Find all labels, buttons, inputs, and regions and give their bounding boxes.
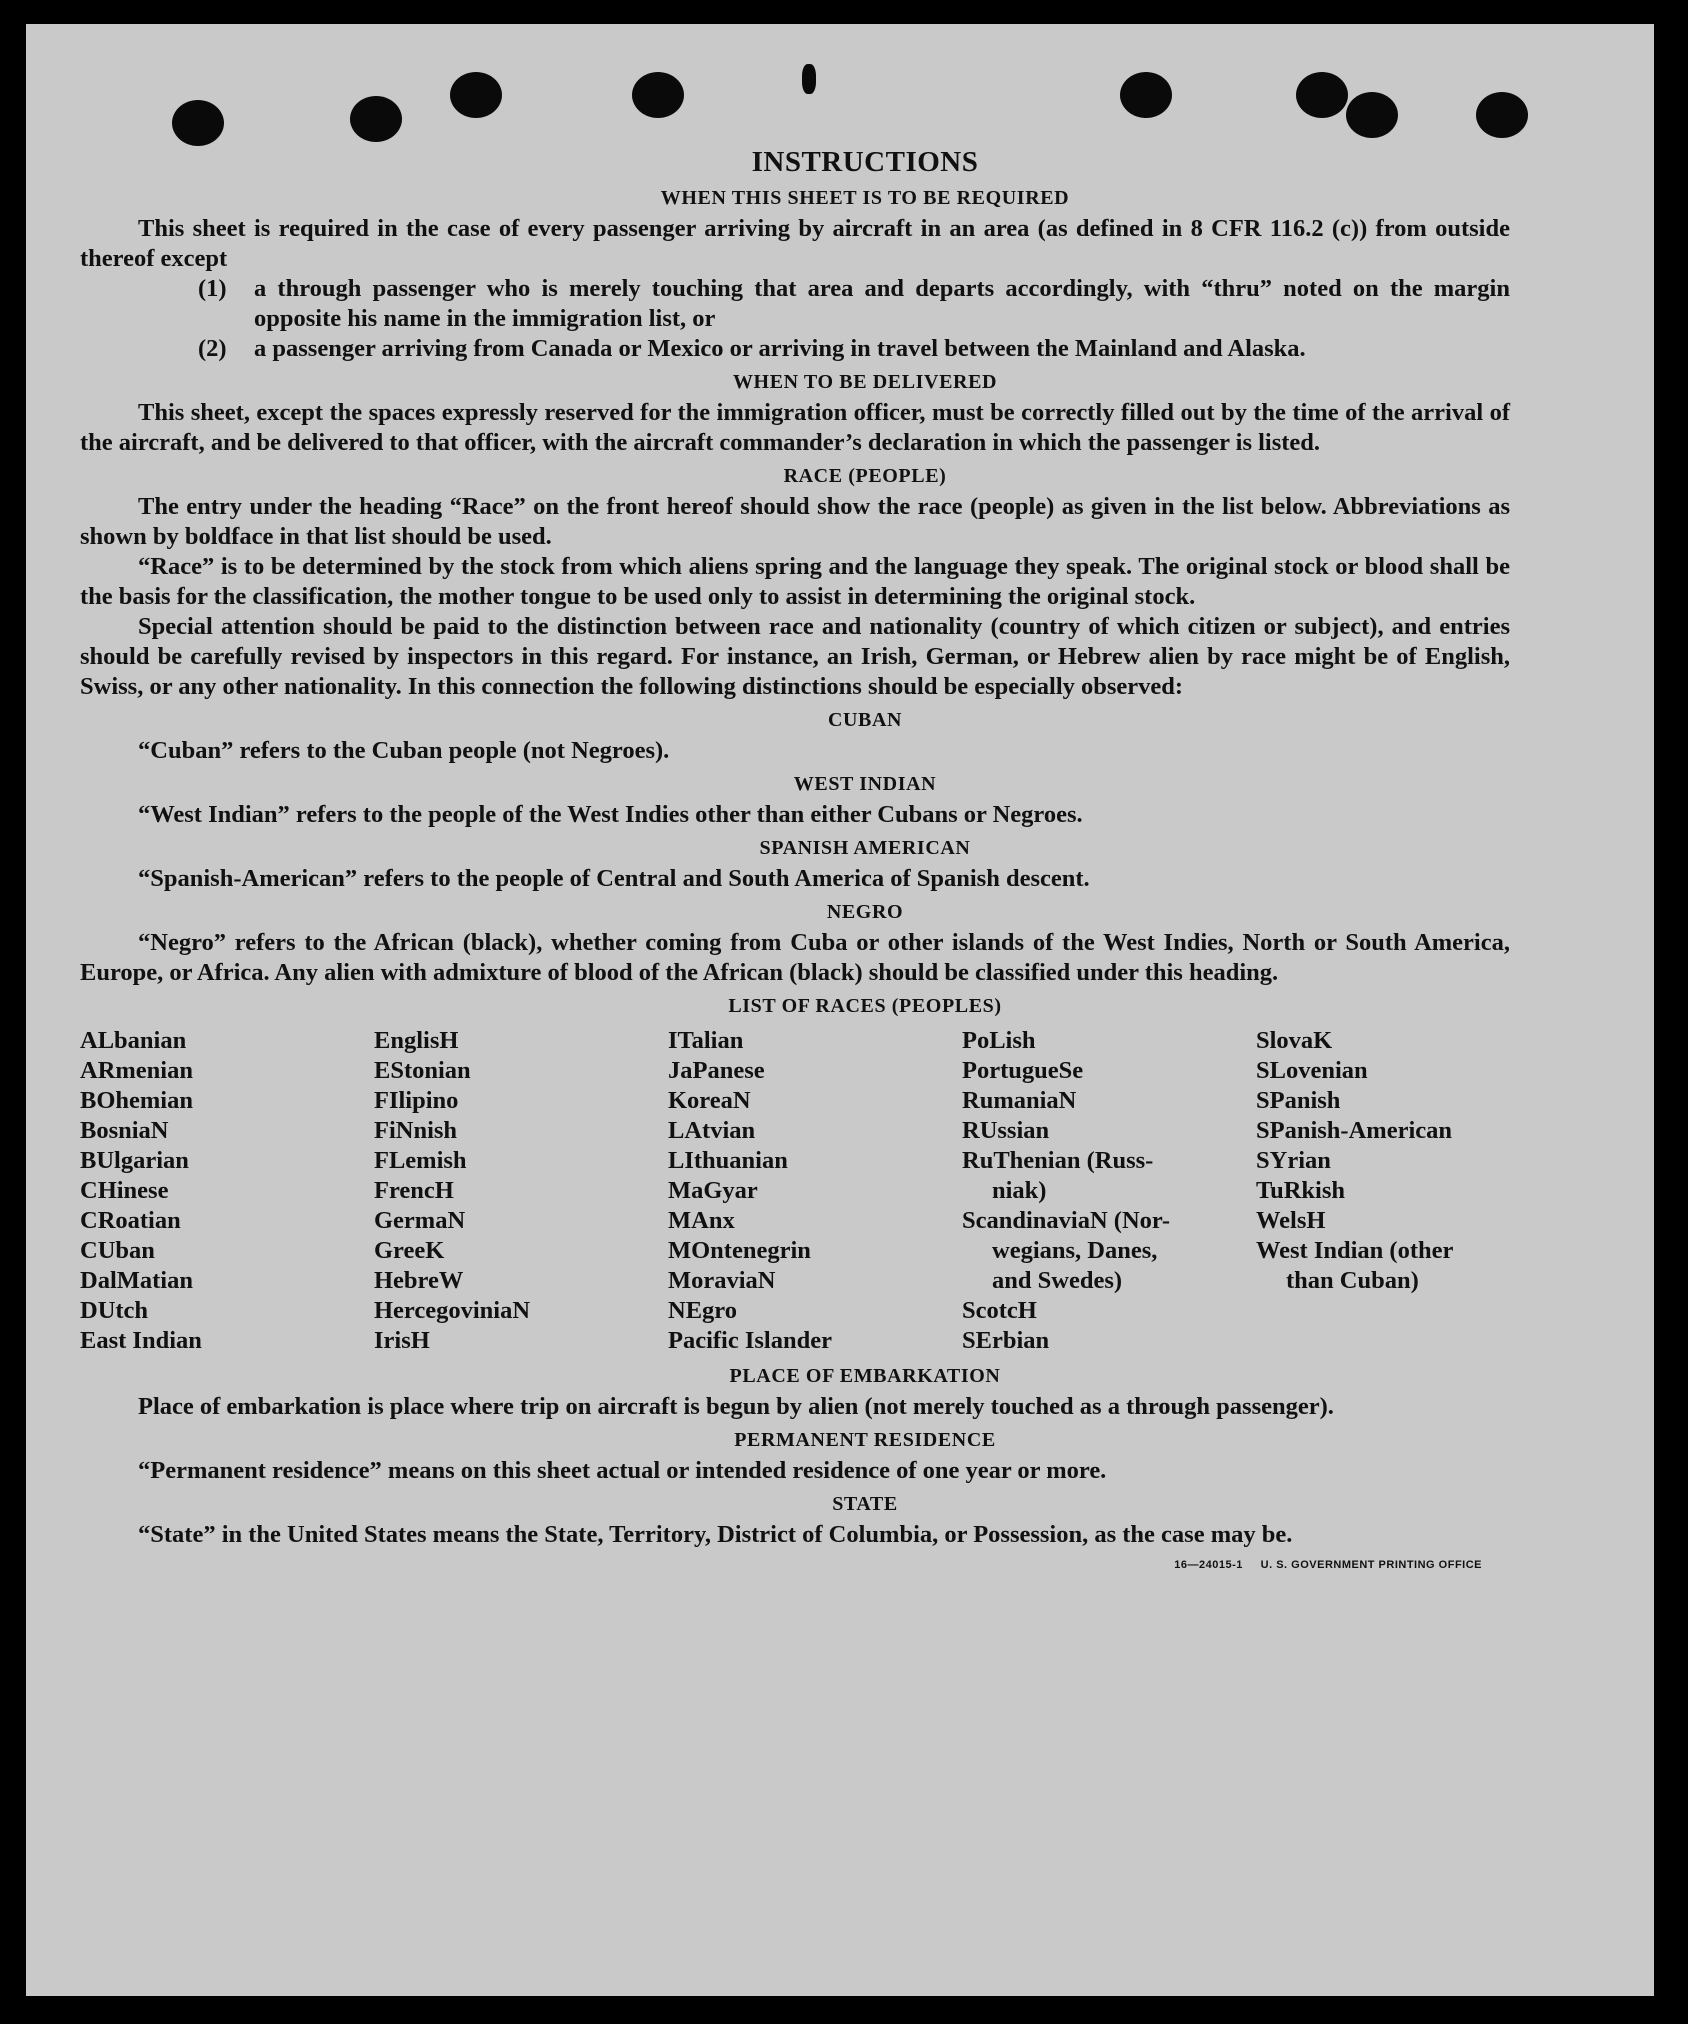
- race-item: CUban: [80, 1237, 155, 1264]
- race-column: [374, 1026, 668, 1356]
- race-item-continuation: wegians, Danes,: [992, 1237, 1158, 1264]
- race-item: MaGyar: [668, 1177, 758, 1204]
- race-column: [1256, 1026, 1516, 1356]
- race-item: MOntenegrin: [668, 1237, 811, 1264]
- race-item: KoreaN: [668, 1087, 751, 1114]
- exception-item: [198, 334, 1510, 364]
- when-required-intro: This sheet is required in the case of every passenger arriving by aircraft in an area (as defined in 8 CFR 116.2 (c)) from outside thereof except: [80, 215, 1510, 272]
- page-title: INSTRUCTIONS: [751, 146, 979, 178]
- document-sheet: [26, 24, 1654, 1996]
- race-paragraph: “Race” is to be determined by the stock from which aliens spring and the language they speak. The original stock or blood shall be the basis for the classification, the mother tongue to be used only to assist in determining the original stock.: [80, 553, 1510, 610]
- heading-state: STATE: [832, 1493, 898, 1515]
- punch-hole: [802, 64, 816, 94]
- race-item: BUlgarian: [80, 1147, 189, 1174]
- race-item: SLovenian: [1256, 1057, 1368, 1084]
- race-item: LIthuanian: [668, 1147, 788, 1174]
- punch-hole: [632, 72, 684, 118]
- when-delivered-text: This sheet, except the spaces expressly reserved for the immigration officer, must be correctly filled out by the time of the arrival of the aircraft, and be delivered to that officer, with the aircraft commander’s declaration in which the passenger is listed.: [80, 399, 1510, 456]
- race-item: HebreW: [374, 1267, 464, 1294]
- heading-permanent-residence: PERMANENT RESIDENCE: [734, 1429, 996, 1451]
- race-item: SYrian: [1256, 1147, 1331, 1174]
- race-item: HercegoviniaN: [374, 1297, 531, 1324]
- race-item: TuRkish: [1256, 1177, 1346, 1204]
- state-text: “State” in the United States means the State, Territory, District of Columbia, or Possession, as the case may be.: [138, 1521, 1293, 1548]
- race-item: CRoatian: [80, 1207, 181, 1234]
- race-item: PoLish: [962, 1027, 1036, 1054]
- race-item: PortugueSe: [962, 1057, 1084, 1084]
- race-item: SPanish: [1256, 1087, 1341, 1114]
- race-item-continuation: niak): [992, 1177, 1047, 1204]
- race-item: FrencH: [374, 1177, 454, 1204]
- heading-race: RACE (PEOPLE): [783, 465, 947, 487]
- race-item: EnglisH: [374, 1027, 459, 1054]
- race-item: FLemish: [374, 1147, 467, 1174]
- race-column: [962, 1026, 1256, 1356]
- race-item: MAnx: [668, 1207, 735, 1234]
- punch-hole: [172, 100, 224, 146]
- race-item: SPanish-American: [1256, 1117, 1452, 1144]
- exception-text: a through passenger who is merely touching that area and departs accordingly, with “thru” noted on the margin opposite his name in the immigration list, or: [254, 275, 1510, 332]
- race-item: GreeK: [374, 1237, 445, 1264]
- footer: [80, 1550, 1510, 1580]
- heading-when-required: WHEN THIS SHEET IS TO BE REQUIRED: [660, 187, 1070, 209]
- race-item: ITalian: [668, 1027, 744, 1054]
- heading-when-delivered: WHEN TO BE DELIVERED: [732, 371, 998, 393]
- race-column: [668, 1026, 962, 1356]
- race-paragraph: Special attention should be paid to the distinction between race and nationality (country of which citizen or subject), and entries should be carefully revised by inspectors in this regard. For instance, an Irish, German, or Hebrew alien by race might be of English, Swiss, or any other nationality. In this connection the following distinctions should be especially observed:: [80, 613, 1510, 700]
- punch-hole: [350, 96, 402, 142]
- race-item: LAtvian: [668, 1117, 756, 1144]
- race-item: DUtch: [80, 1297, 149, 1324]
- race-item: RuThenian (Russ-: [962, 1147, 1154, 1174]
- cuban-text: “Cuban” refers to the Cuban people (not Negroes).: [138, 737, 670, 764]
- permanent-residence-text: “Permanent residence” means on this sheet actual or intended residence of one year or more.: [138, 1457, 1107, 1484]
- race-item: DalMatian: [80, 1267, 193, 1294]
- race-item: CHinese: [80, 1177, 169, 1204]
- exception-number: (1): [198, 275, 227, 302]
- race-item: EStonian: [374, 1057, 471, 1084]
- punch-hole: [1120, 72, 1172, 118]
- race-item: ARmenian: [80, 1057, 193, 1084]
- printer-imprint: [1174, 1550, 1482, 1580]
- heading-spanish-american: SPANISH AMERICAN: [759, 837, 971, 859]
- race-item: IrisH: [374, 1327, 430, 1354]
- instructions-content: [80, 144, 1510, 1580]
- race-item: ScandinaviaN (Nor-: [962, 1207, 1171, 1234]
- spanish-american-text: “Spanish-American” refers to the people of Central and South America of Spanish descent.: [138, 865, 1090, 892]
- embarkation-text: Place of embarkation is place where trip on aircraft is begun by alien (not merely touched as a through passenger).: [138, 1393, 1334, 1420]
- heading-cuban: CUBAN: [827, 709, 903, 731]
- exception-text: a passenger arriving from Canada or Mexico or arriving in travel between the Mainland and Alaska.: [254, 335, 1306, 362]
- race-item: SlovaK: [1256, 1027, 1333, 1054]
- race-item: NEgro: [668, 1297, 737, 1324]
- heading-west-indian: WEST INDIAN: [793, 773, 937, 795]
- race-item-continuation: and Swedes): [992, 1267, 1123, 1294]
- punch-hole: [1296, 72, 1348, 118]
- race-item: BosniaN: [80, 1117, 169, 1144]
- race-item: FiNnish: [374, 1117, 458, 1144]
- race-item: ALbanian: [80, 1027, 187, 1054]
- exception-item: [198, 274, 1510, 334]
- race-item: BOhemian: [80, 1087, 193, 1114]
- race-item: RumaniaN: [962, 1087, 1077, 1114]
- punch-hole: [1346, 92, 1398, 138]
- race-list: [80, 1026, 1510, 1356]
- race-item: JaPanese: [668, 1057, 765, 1084]
- heading-embarkation: PLACE OF EMBARKATION: [729, 1365, 1001, 1387]
- punch-hole: [450, 72, 502, 118]
- printer-name: U. S. GOVERNMENT PRINTING OFFICE: [1260, 1559, 1482, 1571]
- race-item: West Indian (other: [1256, 1237, 1454, 1264]
- race-item-continuation: than Cuban): [1286, 1267, 1419, 1294]
- race-item: ScotcH: [962, 1297, 1037, 1324]
- race-column: [80, 1026, 374, 1356]
- negro-text: “Negro” refers to the African (black), whether coming from Cuba or other islands of the West Indies, North or South America, Europe, or Africa. Any alien with admixture of blood of the African (black) should be classified under this heading.: [80, 929, 1510, 986]
- exception-number: (2): [198, 335, 227, 362]
- punch-hole: [1476, 92, 1528, 138]
- race-item: Pacific Islander: [668, 1327, 832, 1354]
- heading-list-of-races: LIST OF RACES (PEOPLES): [728, 995, 1002, 1017]
- race-item: FIlipino: [374, 1087, 459, 1114]
- race-item: GermaN: [374, 1207, 466, 1234]
- race-item: WelsH: [1256, 1207, 1326, 1234]
- form-number: 16—24015-1: [1174, 1559, 1243, 1571]
- race-item: East Indian: [80, 1327, 202, 1354]
- race-paragraph: The entry under the heading “Race” on the front hereof should show the race (people) as given in the list below. Abbreviations as shown by boldface in that list should be used.: [80, 493, 1510, 550]
- heading-negro: NEGRO: [826, 901, 904, 923]
- race-item: MoraviaN: [668, 1267, 776, 1294]
- west-indian-text: “West Indian” refers to the people of the West Indies other than either Cubans or Negroes.: [138, 801, 1083, 828]
- race-item: SErbian: [962, 1327, 1050, 1354]
- race-item: RUssian: [962, 1117, 1050, 1144]
